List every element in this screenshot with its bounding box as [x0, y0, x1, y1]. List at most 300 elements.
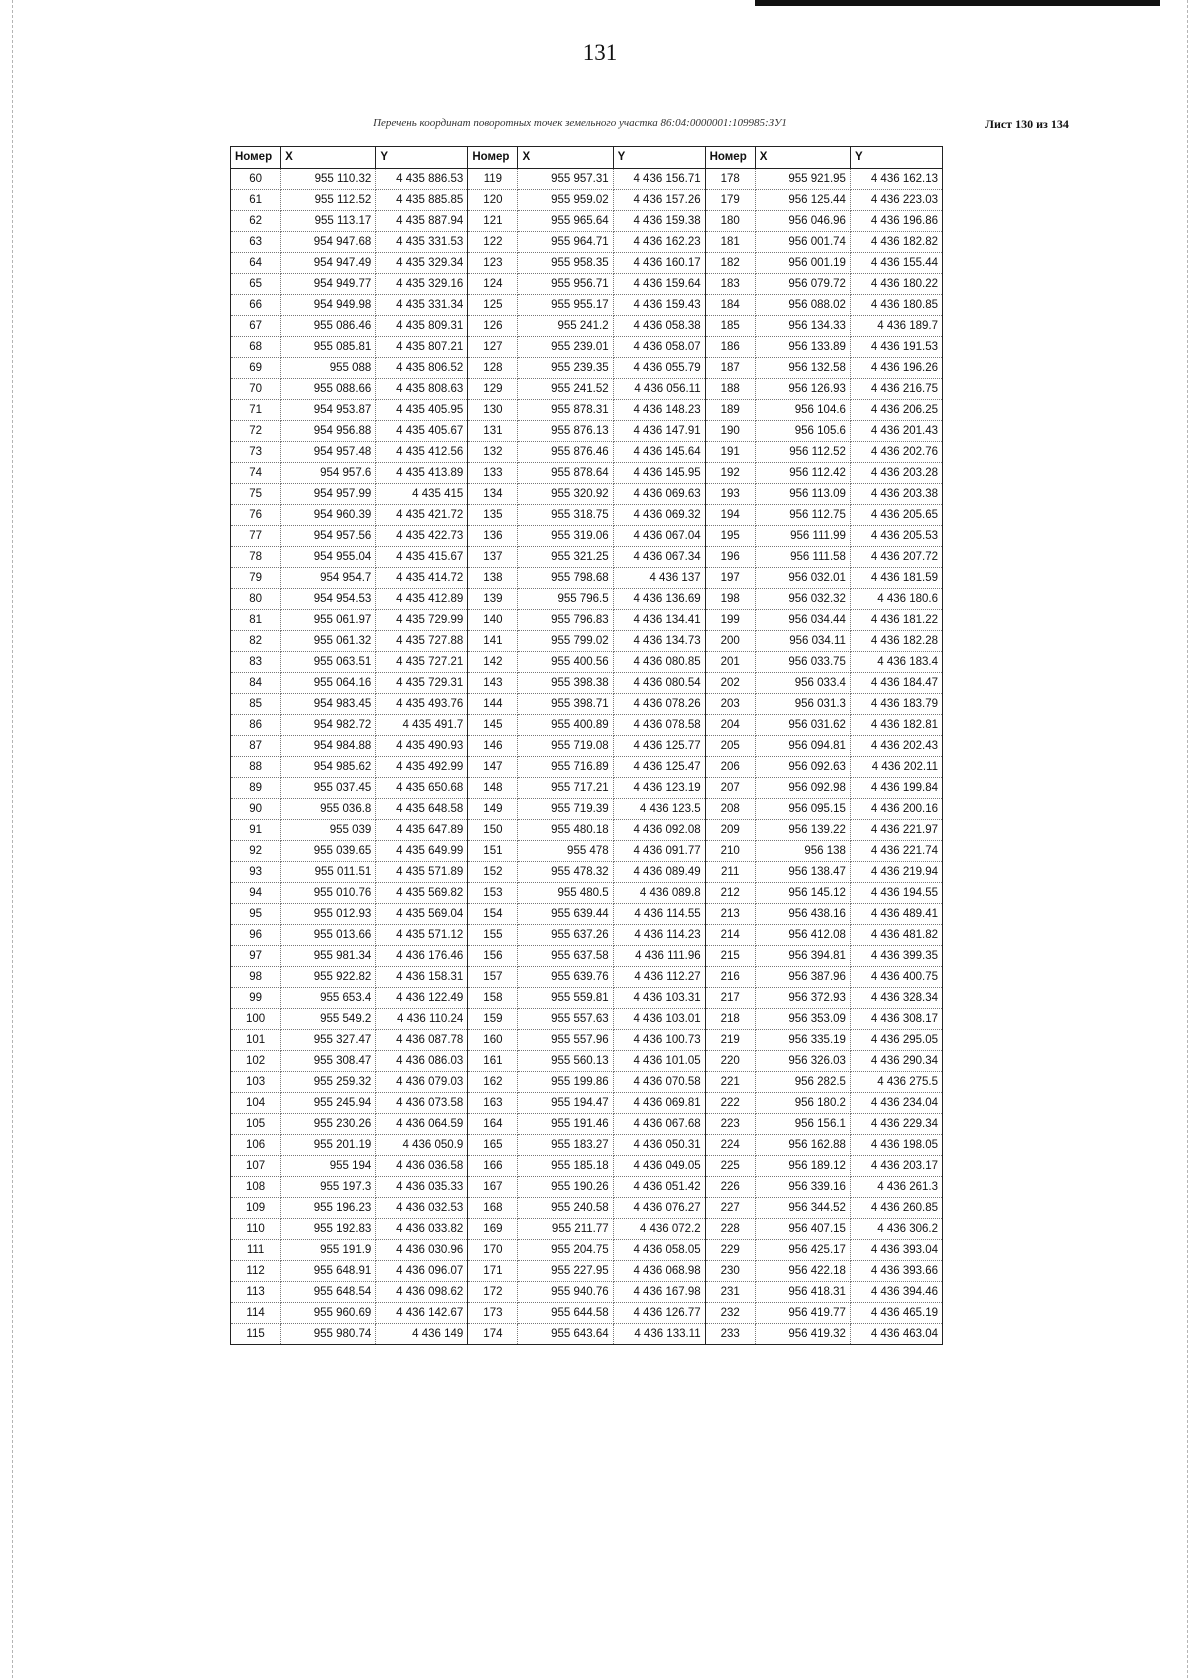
- point-number-cell: 168: [468, 1198, 518, 1219]
- x-coordinate-cell: 956 033.4: [755, 673, 850, 694]
- table-row: [231, 379, 943, 400]
- y-coordinate-cell: 4 436 184.47: [850, 673, 942, 694]
- y-coordinate-cell: 4 436 394.46: [850, 1282, 942, 1303]
- x-coordinate-cell: 955 013.66: [281, 925, 376, 946]
- point-number-cell: 92: [231, 841, 281, 862]
- y-coordinate-cell: 4 435 727.21: [376, 652, 468, 673]
- point-number-cell: 171: [468, 1261, 518, 1282]
- point-number-cell: 133: [468, 463, 518, 484]
- point-number-cell: 125: [468, 295, 518, 316]
- point-number-cell: 113: [231, 1282, 281, 1303]
- point-number-cell: 119: [468, 169, 518, 190]
- x-coordinate-cell: 955 201.19: [281, 1135, 376, 1156]
- x-coordinate-cell: 956 095.15: [755, 799, 850, 820]
- table-row: [231, 883, 943, 904]
- point-number-cell: 181: [705, 232, 755, 253]
- point-number-cell: 97: [231, 946, 281, 967]
- y-coordinate-cell: 4 435 729.99: [376, 610, 468, 631]
- point-number-cell: 229: [705, 1240, 755, 1261]
- x-coordinate-cell: 956 111.99: [755, 526, 850, 547]
- point-number-cell: 75: [231, 484, 281, 505]
- x-coordinate-cell: 956 189.12: [755, 1156, 850, 1177]
- x-coordinate-cell: 955 061.97: [281, 610, 376, 631]
- x-coordinate-cell: 955 799.02: [518, 631, 613, 652]
- y-coordinate-cell: 4 436 167.98: [613, 1282, 705, 1303]
- x-coordinate-cell: 955 185.18: [518, 1156, 613, 1177]
- point-number-cell: 185: [705, 316, 755, 337]
- x-coordinate-cell: 955 192.83: [281, 1219, 376, 1240]
- point-number-cell: 84: [231, 673, 281, 694]
- point-number-cell: 206: [705, 757, 755, 778]
- point-number-cell: 93: [231, 862, 281, 883]
- point-number-cell: 61: [231, 190, 281, 211]
- table-row: [231, 526, 943, 547]
- point-number-cell: 232: [705, 1303, 755, 1324]
- y-coordinate-cell: 4 436 182.82: [850, 232, 942, 253]
- y-coordinate-cell: 4 436 489.41: [850, 904, 942, 925]
- table-row: [231, 1030, 943, 1051]
- x-coordinate-cell: 956 113.09: [755, 484, 850, 505]
- point-number-cell: 108: [231, 1177, 281, 1198]
- x-coordinate-cell: 955 478: [518, 841, 613, 862]
- point-number-cell: 228: [705, 1219, 755, 1240]
- point-number-cell: 95: [231, 904, 281, 925]
- table-row: [231, 1219, 943, 1240]
- y-coordinate-cell: 4 436 181.59: [850, 568, 942, 589]
- point-number-cell: 102: [231, 1051, 281, 1072]
- point-number-cell: 105: [231, 1114, 281, 1135]
- x-coordinate-cell: 956 156.1: [755, 1114, 850, 1135]
- point-number-cell: 147: [468, 757, 518, 778]
- point-number-cell: 173: [468, 1303, 518, 1324]
- table-row: [231, 1093, 943, 1114]
- x-coordinate-cell: 956 412.08: [755, 925, 850, 946]
- table-row: [231, 421, 943, 442]
- y-coordinate-cell: 4 436 198.05: [850, 1135, 942, 1156]
- y-coordinate-cell: 4 436 234.04: [850, 1093, 942, 1114]
- y-coordinate-cell: 4 435 885.85: [376, 190, 468, 211]
- y-coordinate-cell: 4 436 079.03: [376, 1072, 468, 1093]
- y-coordinate-cell: 4 436 205.65: [850, 505, 942, 526]
- x-coordinate-cell: 956 032.32: [755, 589, 850, 610]
- point-number-cell: 213: [705, 904, 755, 925]
- point-number-cell: 164: [468, 1114, 518, 1135]
- y-coordinate-cell: 4 435 405.67: [376, 421, 468, 442]
- x-coordinate-cell: 956 422.18: [755, 1261, 850, 1282]
- table-row: [231, 232, 943, 253]
- x-coordinate-cell: 955 318.75: [518, 505, 613, 526]
- x-coordinate-cell: 955 958.35: [518, 253, 613, 274]
- x-coordinate-cell: 955 400.56: [518, 652, 613, 673]
- y-coordinate-cell: 4 436 055.79: [613, 358, 705, 379]
- point-number-cell: 209: [705, 820, 755, 841]
- table-row: [231, 820, 943, 841]
- x-coordinate-cell: 955 194: [281, 1156, 376, 1177]
- table-row: [231, 736, 943, 757]
- x-coordinate-cell: 955 086.46: [281, 316, 376, 337]
- x-coordinate-cell: 956 094.81: [755, 736, 850, 757]
- y-coordinate-cell: 4 436 203.17: [850, 1156, 942, 1177]
- x-coordinate-cell: 955 878.64: [518, 463, 613, 484]
- point-number-cell: 214: [705, 925, 755, 946]
- y-coordinate-cell: 4 436 481.82: [850, 925, 942, 946]
- point-number-cell: 199: [705, 610, 755, 631]
- x-coordinate-cell: 956 088.02: [755, 295, 850, 316]
- x-coordinate-cell: 954 953.87: [281, 400, 376, 421]
- point-number-cell: 152: [468, 862, 518, 883]
- y-coordinate-cell: 4 436 126.77: [613, 1303, 705, 1324]
- table-row: [231, 1303, 943, 1324]
- x-coordinate-cell: 955 240.58: [518, 1198, 613, 1219]
- x-coordinate-cell: 955 319.06: [518, 526, 613, 547]
- y-coordinate-cell: 4 436 147.91: [613, 421, 705, 442]
- y-coordinate-cell: 4 436 157.26: [613, 190, 705, 211]
- point-number-cell: 201: [705, 652, 755, 673]
- x-coordinate-cell: 954 983.45: [281, 694, 376, 715]
- point-number-cell: 204: [705, 715, 755, 736]
- page-number: 131: [582, 40, 618, 65]
- x-coordinate-cell: 956 180.2: [755, 1093, 850, 1114]
- y-coordinate-cell: 4 436 112.27: [613, 967, 705, 988]
- y-coordinate-cell: 4 436 069.63: [613, 484, 705, 505]
- y-coordinate-cell: 4 436 180.6: [850, 589, 942, 610]
- x-coordinate-cell: 955 955.17: [518, 295, 613, 316]
- point-number-cell: 121: [468, 211, 518, 232]
- y-coordinate-cell: 4 436 114.23: [613, 925, 705, 946]
- point-number-cell: 197: [705, 568, 755, 589]
- table-row: [231, 274, 943, 295]
- table-row: [231, 988, 943, 1009]
- point-number-cell: 227: [705, 1198, 755, 1219]
- y-coordinate-cell: 4 436 400.75: [850, 967, 942, 988]
- point-number-cell: 163: [468, 1093, 518, 1114]
- top-rule: [755, 0, 1160, 6]
- y-coordinate-cell: 4 435 490.93: [376, 736, 468, 757]
- x-coordinate-cell: 955 922.82: [281, 967, 376, 988]
- y-coordinate-cell: 4 436 203.38: [850, 484, 942, 505]
- y-coordinate-cell: 4 436 123.5: [613, 799, 705, 820]
- y-coordinate-cell: 4 435 412.56: [376, 442, 468, 463]
- point-number-cell: 230: [705, 1261, 755, 1282]
- x-coordinate-cell: 956 032.01: [755, 568, 850, 589]
- point-number-cell: 69: [231, 358, 281, 379]
- y-coordinate-cell: 4 436 463.04: [850, 1324, 942, 1345]
- table-row: [231, 400, 943, 421]
- y-coordinate-cell: 4 435 569.82: [376, 883, 468, 904]
- y-coordinate-cell: 4 436 078.58: [613, 715, 705, 736]
- y-coordinate-cell: 4 435 571.89: [376, 862, 468, 883]
- x-coordinate-cell: 956 138: [755, 841, 850, 862]
- x-coordinate-cell: 956 112.42: [755, 463, 850, 484]
- point-number-cell: 183: [705, 274, 755, 295]
- x-coordinate-cell: 955 796.5: [518, 589, 613, 610]
- point-number-cell: 156: [468, 946, 518, 967]
- table-row: [231, 1324, 943, 1345]
- x-coordinate-cell: 955 010.76: [281, 883, 376, 904]
- y-coordinate-cell: 4 436 134.73: [613, 631, 705, 652]
- x-coordinate-cell: 956 282.5: [755, 1072, 850, 1093]
- x-coordinate-cell: 954 954.7: [281, 568, 376, 589]
- y-coordinate-cell: 4 436 134.41: [613, 610, 705, 631]
- x-coordinate-cell: 956 344.52: [755, 1198, 850, 1219]
- point-number-cell: 153: [468, 883, 518, 904]
- table-row: [231, 946, 943, 967]
- y-coordinate-cell: 4 435 413.89: [376, 463, 468, 484]
- point-number-cell: 96: [231, 925, 281, 946]
- point-number-cell: 224: [705, 1135, 755, 1156]
- point-number-cell: 135: [468, 505, 518, 526]
- y-coordinate-cell: 4 436 058.05: [613, 1240, 705, 1261]
- x-coordinate-cell: 955 557.63: [518, 1009, 613, 1030]
- point-number-cell: 165: [468, 1135, 518, 1156]
- point-number-cell: 225: [705, 1156, 755, 1177]
- point-number-cell: 207: [705, 778, 755, 799]
- x-coordinate-cell: 956 105.6: [755, 421, 850, 442]
- point-number-cell: 91: [231, 820, 281, 841]
- point-number-cell: 72: [231, 421, 281, 442]
- point-number-cell: 136: [468, 526, 518, 547]
- header-number-3: Номер: [705, 147, 755, 169]
- y-coordinate-cell: 4 436 181.22: [850, 610, 942, 631]
- y-coordinate-cell: 4 436 091.77: [613, 841, 705, 862]
- x-coordinate-cell: 956 138.47: [755, 862, 850, 883]
- point-number-cell: 151: [468, 841, 518, 862]
- point-number-cell: 167: [468, 1177, 518, 1198]
- x-coordinate-cell: 956 326.03: [755, 1051, 850, 1072]
- y-coordinate-cell: 4 436 110.24: [376, 1009, 468, 1030]
- x-coordinate-cell: 955 560.13: [518, 1051, 613, 1072]
- y-coordinate-cell: 4 436 201.43: [850, 421, 942, 442]
- y-coordinate-cell: 4 436 076.27: [613, 1198, 705, 1219]
- x-coordinate-cell: 955 957.31: [518, 169, 613, 190]
- point-number-cell: 90: [231, 799, 281, 820]
- point-number-cell: 62: [231, 211, 281, 232]
- x-coordinate-cell: 955 227.95: [518, 1261, 613, 1282]
- point-number-cell: 124: [468, 274, 518, 295]
- point-number-cell: 87: [231, 736, 281, 757]
- x-coordinate-cell: 955 480.5: [518, 883, 613, 904]
- y-coordinate-cell: 4 436 295.05: [850, 1030, 942, 1051]
- point-number-cell: 94: [231, 883, 281, 904]
- table-row: [231, 169, 943, 190]
- point-number-cell: 77: [231, 526, 281, 547]
- point-number-cell: 106: [231, 1135, 281, 1156]
- point-number-cell: 134: [468, 484, 518, 505]
- point-number-cell: 110: [231, 1219, 281, 1240]
- x-coordinate-cell: 954 955.04: [281, 547, 376, 568]
- y-coordinate-cell: 4 436 162.23: [613, 232, 705, 253]
- y-coordinate-cell: 4 435 571.12: [376, 925, 468, 946]
- x-coordinate-cell: 955 960.69: [281, 1303, 376, 1324]
- x-coordinate-cell: 955 719.08: [518, 736, 613, 757]
- y-coordinate-cell: 4 435 809.31: [376, 316, 468, 337]
- table-row: [231, 757, 943, 778]
- x-coordinate-cell: 956 125.44: [755, 190, 850, 211]
- left-scan-edge: [12, 0, 13, 1678]
- right-scan-edge: [1187, 0, 1188, 1678]
- table-row: [231, 904, 943, 925]
- y-coordinate-cell: 4 435 415: [376, 484, 468, 505]
- y-coordinate-cell: 4 435 886.53: [376, 169, 468, 190]
- x-coordinate-cell: 955 719.39: [518, 799, 613, 820]
- x-coordinate-cell: 956 425.17: [755, 1240, 850, 1261]
- y-coordinate-cell: 4 435 727.88: [376, 631, 468, 652]
- x-coordinate-cell: 956 145.12: [755, 883, 850, 904]
- y-coordinate-cell: 4 436 123.19: [613, 778, 705, 799]
- y-coordinate-cell: 4 436 067.04: [613, 526, 705, 547]
- x-coordinate-cell: 955 400.89: [518, 715, 613, 736]
- x-coordinate-cell: 956 031.62: [755, 715, 850, 736]
- point-number-cell: 219: [705, 1030, 755, 1051]
- table-row: [231, 1282, 943, 1303]
- point-number-cell: 233: [705, 1324, 755, 1345]
- x-coordinate-cell: 955 204.75: [518, 1240, 613, 1261]
- x-coordinate-cell: 956 133.89: [755, 337, 850, 358]
- point-number-cell: 120: [468, 190, 518, 211]
- point-number-cell: 208: [705, 799, 755, 820]
- y-coordinate-cell: 4 436 194.55: [850, 883, 942, 904]
- x-coordinate-cell: 955 211.77: [518, 1219, 613, 1240]
- table-row: [231, 1156, 943, 1177]
- x-coordinate-cell: 956 112.75: [755, 505, 850, 526]
- x-coordinate-cell: 956 111.58: [755, 547, 850, 568]
- y-coordinate-cell: 4 436 089.49: [613, 862, 705, 883]
- x-coordinate-cell: 955 112.52: [281, 190, 376, 211]
- table-row: [231, 337, 943, 358]
- point-number-cell: 71: [231, 400, 281, 421]
- y-coordinate-cell: 4 435 331.34: [376, 295, 468, 316]
- coordinates-table: [230, 146, 943, 1345]
- x-coordinate-cell: 955 088: [281, 358, 376, 379]
- point-number-cell: 178: [705, 169, 755, 190]
- x-coordinate-cell: 955 039.65: [281, 841, 376, 862]
- point-number-cell: 180: [705, 211, 755, 232]
- y-coordinate-cell: 4 436 399.35: [850, 946, 942, 967]
- x-coordinate-cell: 956 387.96: [755, 967, 850, 988]
- point-number-cell: 218: [705, 1009, 755, 1030]
- y-coordinate-cell: 4 435 421.72: [376, 505, 468, 526]
- x-coordinate-cell: 956 418.31: [755, 1282, 850, 1303]
- x-coordinate-cell: 955 259.32: [281, 1072, 376, 1093]
- table-row: [231, 1261, 943, 1282]
- point-number-cell: 129: [468, 379, 518, 400]
- point-number-cell: 112: [231, 1261, 281, 1282]
- x-coordinate-cell: 955 320.92: [518, 484, 613, 505]
- point-number-cell: 205: [705, 736, 755, 757]
- point-number-cell: 191: [705, 442, 755, 463]
- x-coordinate-cell: 955 036.8: [281, 799, 376, 820]
- point-number-cell: 202: [705, 673, 755, 694]
- x-coordinate-cell: 954 960.39: [281, 505, 376, 526]
- y-coordinate-cell: 4 435 807.21: [376, 337, 468, 358]
- y-coordinate-cell: 4 435 569.04: [376, 904, 468, 925]
- x-coordinate-cell: 955 063.51: [281, 652, 376, 673]
- x-coordinate-cell: 956 001.74: [755, 232, 850, 253]
- x-coordinate-cell: 955 039: [281, 820, 376, 841]
- x-coordinate-cell: 954 985.62: [281, 757, 376, 778]
- y-coordinate-cell: 4 435 415.67: [376, 547, 468, 568]
- point-number-cell: 67: [231, 316, 281, 337]
- point-number-cell: 200: [705, 631, 755, 652]
- table-row: [231, 1135, 943, 1156]
- point-number-cell: 148: [468, 778, 518, 799]
- point-number-cell: 211: [705, 862, 755, 883]
- y-coordinate-cell: 4 435 808.63: [376, 379, 468, 400]
- y-coordinate-cell: 4 436 030.96: [376, 1240, 468, 1261]
- x-coordinate-cell: 955 110.32: [281, 169, 376, 190]
- y-coordinate-cell: 4 436 056.11: [613, 379, 705, 400]
- x-coordinate-cell: 955 716.89: [518, 757, 613, 778]
- x-coordinate-cell: 956 162.88: [755, 1135, 850, 1156]
- x-coordinate-cell: 955 085.81: [281, 337, 376, 358]
- x-coordinate-cell: 956 339.16: [755, 1177, 850, 1198]
- point-number-cell: 140: [468, 610, 518, 631]
- y-coordinate-cell: 4 435 329.34: [376, 253, 468, 274]
- x-coordinate-cell: 955 876.13: [518, 421, 613, 442]
- document-title: Перечень координат поворотных точек земельного участка 86:04:0000001:109985:ЗУ1: [373, 117, 787, 129]
- y-coordinate-cell: 4 436 202.11: [850, 757, 942, 778]
- y-coordinate-cell: 4 436 103.01: [613, 1009, 705, 1030]
- x-coordinate-cell: 955 798.68: [518, 568, 613, 589]
- y-coordinate-cell: 4 435 414.72: [376, 568, 468, 589]
- y-coordinate-cell: 4 435 491.7: [376, 715, 468, 736]
- table-row: [231, 610, 943, 631]
- x-coordinate-cell: 955 012.93: [281, 904, 376, 925]
- y-coordinate-cell: 4 436 223.03: [850, 190, 942, 211]
- y-coordinate-cell: 4 436 070.58: [613, 1072, 705, 1093]
- x-coordinate-cell: 954 957.56: [281, 526, 376, 547]
- table-row: [231, 589, 943, 610]
- x-coordinate-cell: 955 921.95: [755, 169, 850, 190]
- point-number-cell: 143: [468, 673, 518, 694]
- y-coordinate-cell: 4 436 101.05: [613, 1051, 705, 1072]
- x-coordinate-cell: 956 372.93: [755, 988, 850, 1009]
- point-number-cell: 104: [231, 1093, 281, 1114]
- table-body: [231, 169, 943, 1345]
- point-number-cell: 160: [468, 1030, 518, 1051]
- point-number-cell: 155: [468, 925, 518, 946]
- point-number-cell: 107: [231, 1156, 281, 1177]
- y-coordinate-cell: 4 436 114.55: [613, 904, 705, 925]
- point-number-cell: 192: [705, 463, 755, 484]
- x-coordinate-cell: 955 011.51: [281, 862, 376, 883]
- x-coordinate-cell: 954 947.49: [281, 253, 376, 274]
- x-coordinate-cell: 955 959.02: [518, 190, 613, 211]
- y-coordinate-cell: 4 436 068.98: [613, 1261, 705, 1282]
- point-number-cell: 216: [705, 967, 755, 988]
- point-number-cell: 220: [705, 1051, 755, 1072]
- y-coordinate-cell: 4 436 051.42: [613, 1177, 705, 1198]
- x-coordinate-cell: 955 653.4: [281, 988, 376, 1009]
- x-coordinate-cell: 954 984.88: [281, 736, 376, 757]
- x-coordinate-cell: 955 196.23: [281, 1198, 376, 1219]
- point-number-cell: 223: [705, 1114, 755, 1135]
- y-coordinate-cell: 4 436 176.46: [376, 946, 468, 967]
- x-coordinate-cell: 956 132.58: [755, 358, 850, 379]
- x-coordinate-cell: 955 088.66: [281, 379, 376, 400]
- x-coordinate-cell: 956 335.19: [755, 1030, 850, 1051]
- y-coordinate-cell: 4 436 207.72: [850, 547, 942, 568]
- point-number-cell: 83: [231, 652, 281, 673]
- x-coordinate-cell: 955 230.26: [281, 1114, 376, 1135]
- y-coordinate-cell: 4 436 145.95: [613, 463, 705, 484]
- point-number-cell: 196: [705, 547, 755, 568]
- x-coordinate-cell: 955 398.71: [518, 694, 613, 715]
- point-number-cell: 161: [468, 1051, 518, 1072]
- x-coordinate-cell: 955 478.32: [518, 862, 613, 883]
- table-row: [231, 547, 943, 568]
- y-coordinate-cell: 4 436 092.08: [613, 820, 705, 841]
